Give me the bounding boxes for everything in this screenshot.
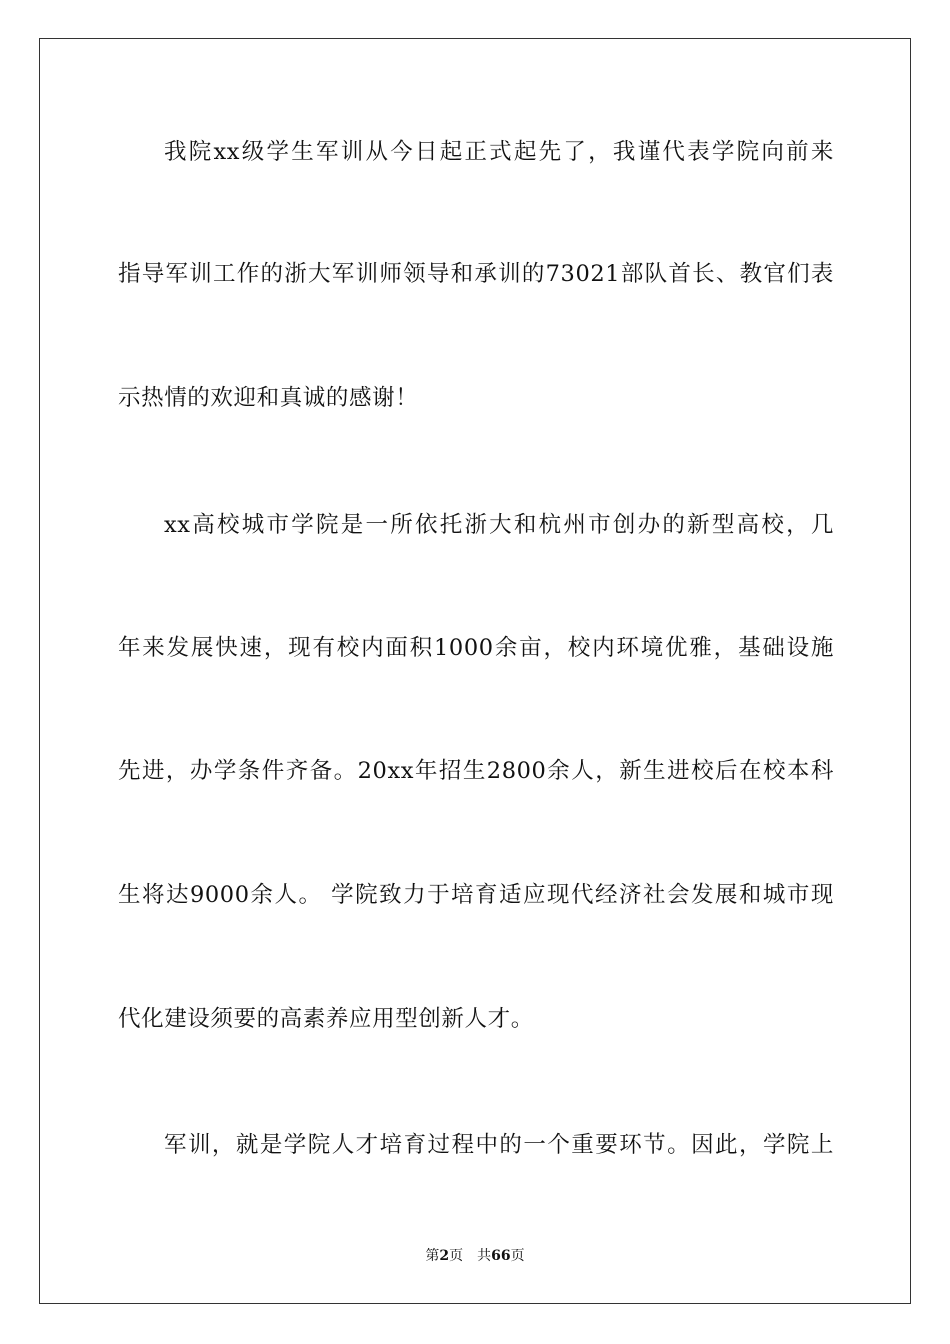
footer-page-unit: 页 [449,1248,464,1264]
page-footer [0,1247,950,1265]
paragraph-3-line-1: 军训，就是学院人才培育过程中的一个重要环节。因此，学院上 [164,1132,834,1158]
footer-page-total: 66 [491,1248,511,1264]
paragraph-2-line-3: 先进，办学条件齐备。20xx年招生2800余人，新生进校后在校本科 [118,758,834,784]
paragraph-1-line-2: 指导军训工作的浙大军训师领导和承训的73021部队首长、教官们表 [118,261,834,287]
footer-page-current: 2 [439,1248,450,1264]
paragraph-2-line-4: 生将达9000余人。 学院致力于培育适应现代经济社会发展和城市现 [118,882,834,908]
footer-page-prefix: 第 [425,1248,440,1264]
paragraph-1-line-3: 示热情的欢迎和真诚的感谢！ [118,385,419,411]
paragraph-1-line-1: 我院xx级学生军训从今日起正式起先了，我谨代表学院向前来 [164,139,834,165]
paragraph-2-line-5: 代化建设须要的高素养应用型创新人才。 [118,1006,534,1032]
paragraph-2-line-1: xx高校城市学院是一所依托浙大和杭州市创办的新型高校，几 [164,512,834,538]
footer-total-prefix: 共 [477,1248,492,1264]
page-border [39,38,911,1304]
footer-total-unit: 页 [510,1248,525,1264]
paragraph-2-line-2: 年来发展快速，现有校内面积1000余亩，校内环境优雅，基础设施 [118,635,834,661]
